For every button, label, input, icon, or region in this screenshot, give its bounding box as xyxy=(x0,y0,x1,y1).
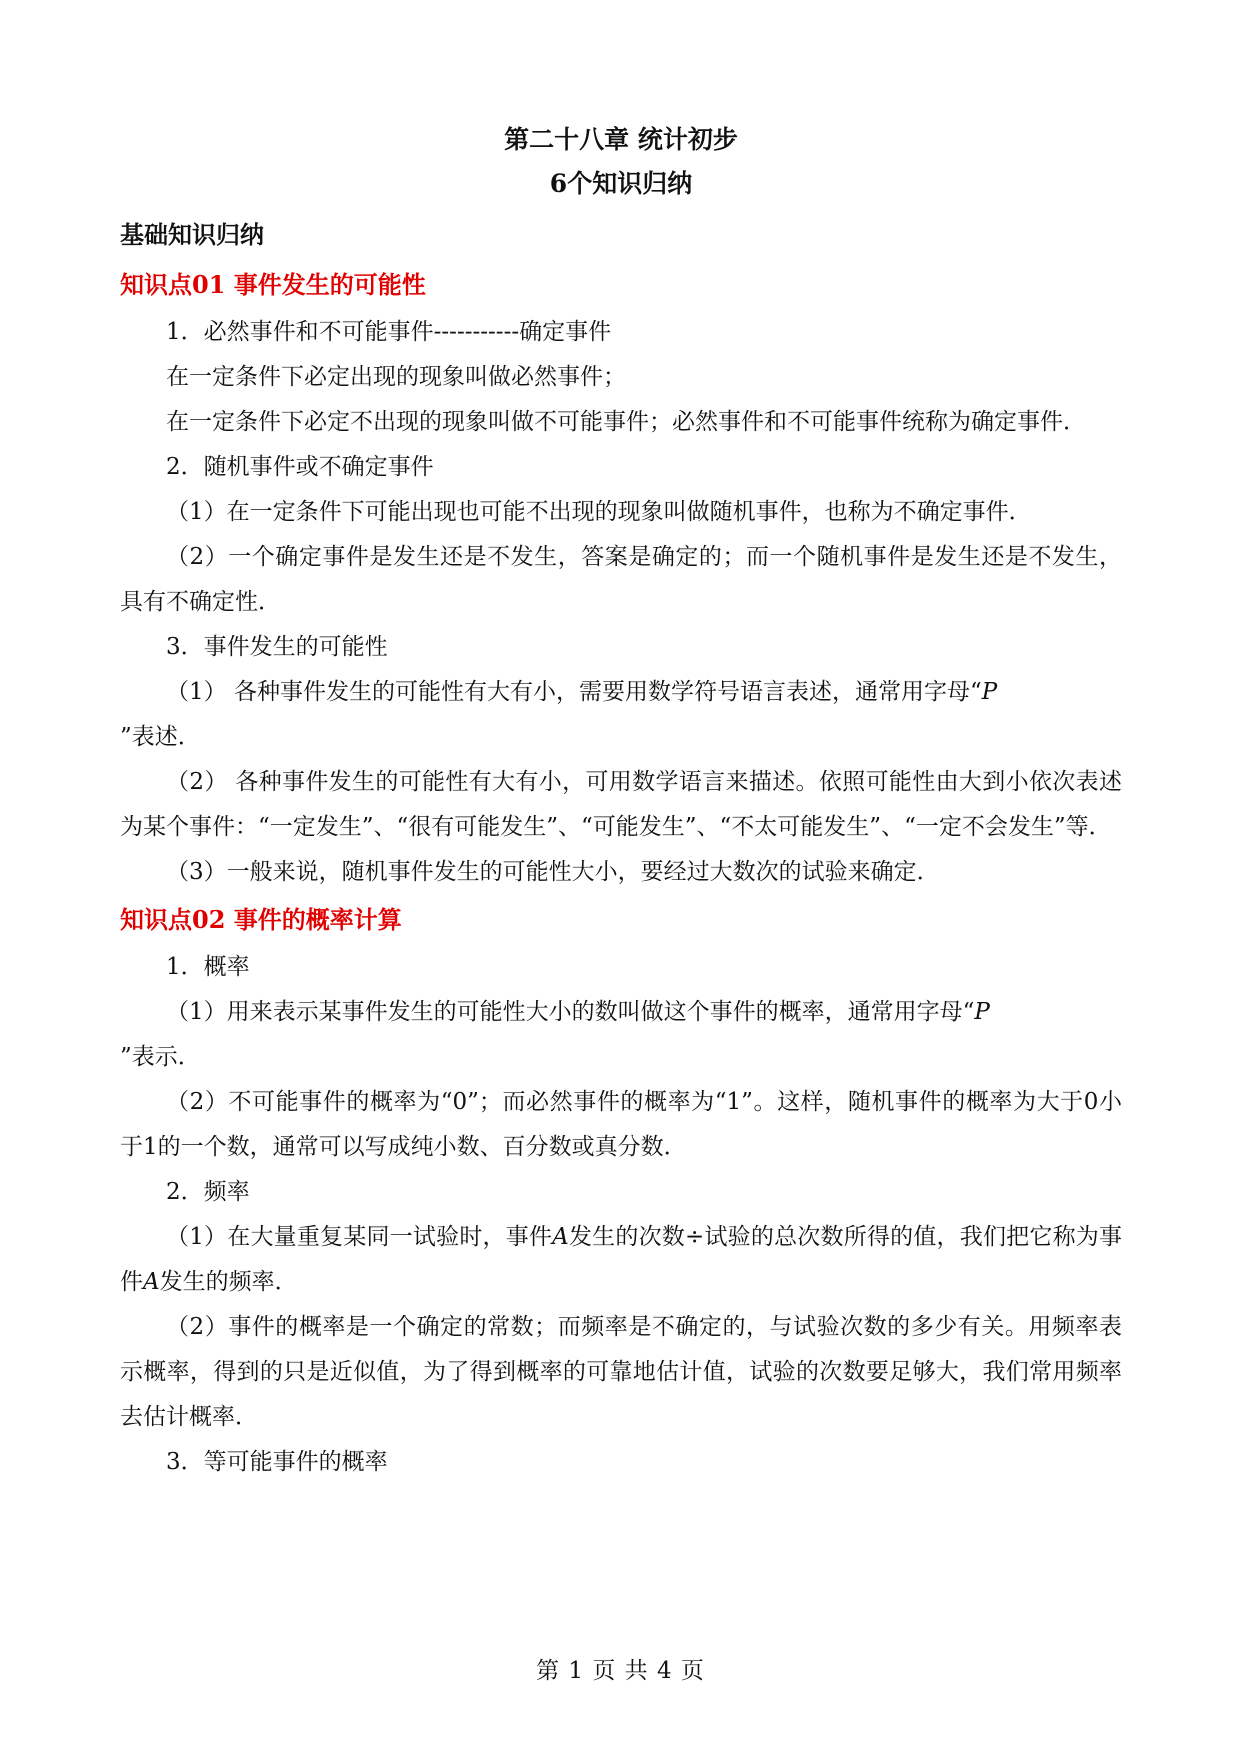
kp2-item1-paragraph2: （2）不可能事件的概率为“0”；而必然事件的概率为“1”。这样，随机事件的概率为大于0小于1的一个数，通常可以写成纯小数、百分数或真分数． xyxy=(120,1089,1122,1160)
text-segment: 发生的次数÷试验的总次数所得的值，我们把它称为事件 xyxy=(120,1224,1122,1295)
text-segment: ”表示． xyxy=(120,1044,201,1070)
kp2-item2-title: 2．频率 xyxy=(166,1179,250,1205)
variable-a: A xyxy=(552,1224,569,1250)
variable-a: A xyxy=(143,1269,160,1295)
kp1-item2-paragraph1: （1）在一定条件下可能出现也可能不出现的现象叫做随机事件，也称为不确定事件． xyxy=(166,499,1032,525)
page-content xyxy=(120,118,1122,1485)
kp2-item3-title: 3．等可能事件的概率 xyxy=(166,1449,388,1475)
kp1-item3-paragraph3: （3）一般来说，随机事件发生的可能性大小，要经过大数次的试验来确定． xyxy=(166,859,940,885)
text-segment: （1） 各种事件发生的可能性有大有小，需要用数学符号语言表述，通常用字母“ xyxy=(166,679,982,705)
variable-p: P xyxy=(974,999,990,1025)
knowledge-point-1-heading: 知识点01 事件发生的可能性 xyxy=(120,270,426,299)
kp1-item2-title: 2．随机事件或不确定事件 xyxy=(166,454,434,480)
kp1-item1-paragraph1: 在一定条件下必定出现的现象叫做必然事件； xyxy=(166,364,626,390)
text-segment: 发生的频率． xyxy=(159,1269,298,1295)
text-segment: ”表述． xyxy=(120,724,201,750)
kp1-item1-paragraph2: 在一定条件下必定不出现的现象叫做不可能事件；必然事件和不可能事件统称为确定事件． xyxy=(166,409,1086,435)
chapter-title: 第二十八章 统计初步 xyxy=(504,125,738,154)
kp1-item2-paragraph2: （2）一个确定事件是发生还是不发生，答案是确定的；而一个随机事件是发生还是不发生，具有不确定性． xyxy=(120,544,1122,615)
kp1-item3-paragraph2: （2） 各种事件发生的可能性有大有小，可用数学语言来描述。依照可能性由大到小依次表述为某个事件：“一定发生”、“很有可能发生”、“可能发生”、“不太可能发生”、“一定不会发生”等． xyxy=(120,769,1122,840)
kp2-item1-paragraph1 xyxy=(120,990,1122,1080)
text-segment: （1）在大量重复某同一试验时，事件 xyxy=(166,1224,553,1250)
kp1-item3-title: 3．事件发生的可能性 xyxy=(166,634,388,660)
variable-p: P xyxy=(981,679,998,705)
chapter-subtitle: 6个知识归纳 xyxy=(549,169,693,198)
knowledge-point-2-heading: 知识点02 事件的概率计算 xyxy=(120,905,402,934)
kp1-item3-paragraph1 xyxy=(120,670,1122,760)
kp2-item1-title: 1．概率 xyxy=(166,954,250,980)
kp2-item2-paragraph1 xyxy=(120,1215,1122,1305)
page-footer: 第 1 页 共 4 页 xyxy=(536,1658,705,1684)
text-segment: （1）用来表示某事件发生的可能性大小的数叫做这个事件的概率，通常用字母“ xyxy=(166,999,975,1025)
kp2-item2-paragraph2: （2）事件的概率是一个确定的常数；而频率是不确定的，与试验次数的多少有关。用频率表示概率，得到的只是近似值，为了得到概率的可靠地估计值，试验的次数要足够大，我们常用频率去估计概率． xyxy=(120,1314,1122,1430)
kp1-item1-title: 1．必然事件和不可能事件-----------确定事件 xyxy=(166,319,612,345)
section-title: 基础知识归纳 xyxy=(120,220,264,249)
